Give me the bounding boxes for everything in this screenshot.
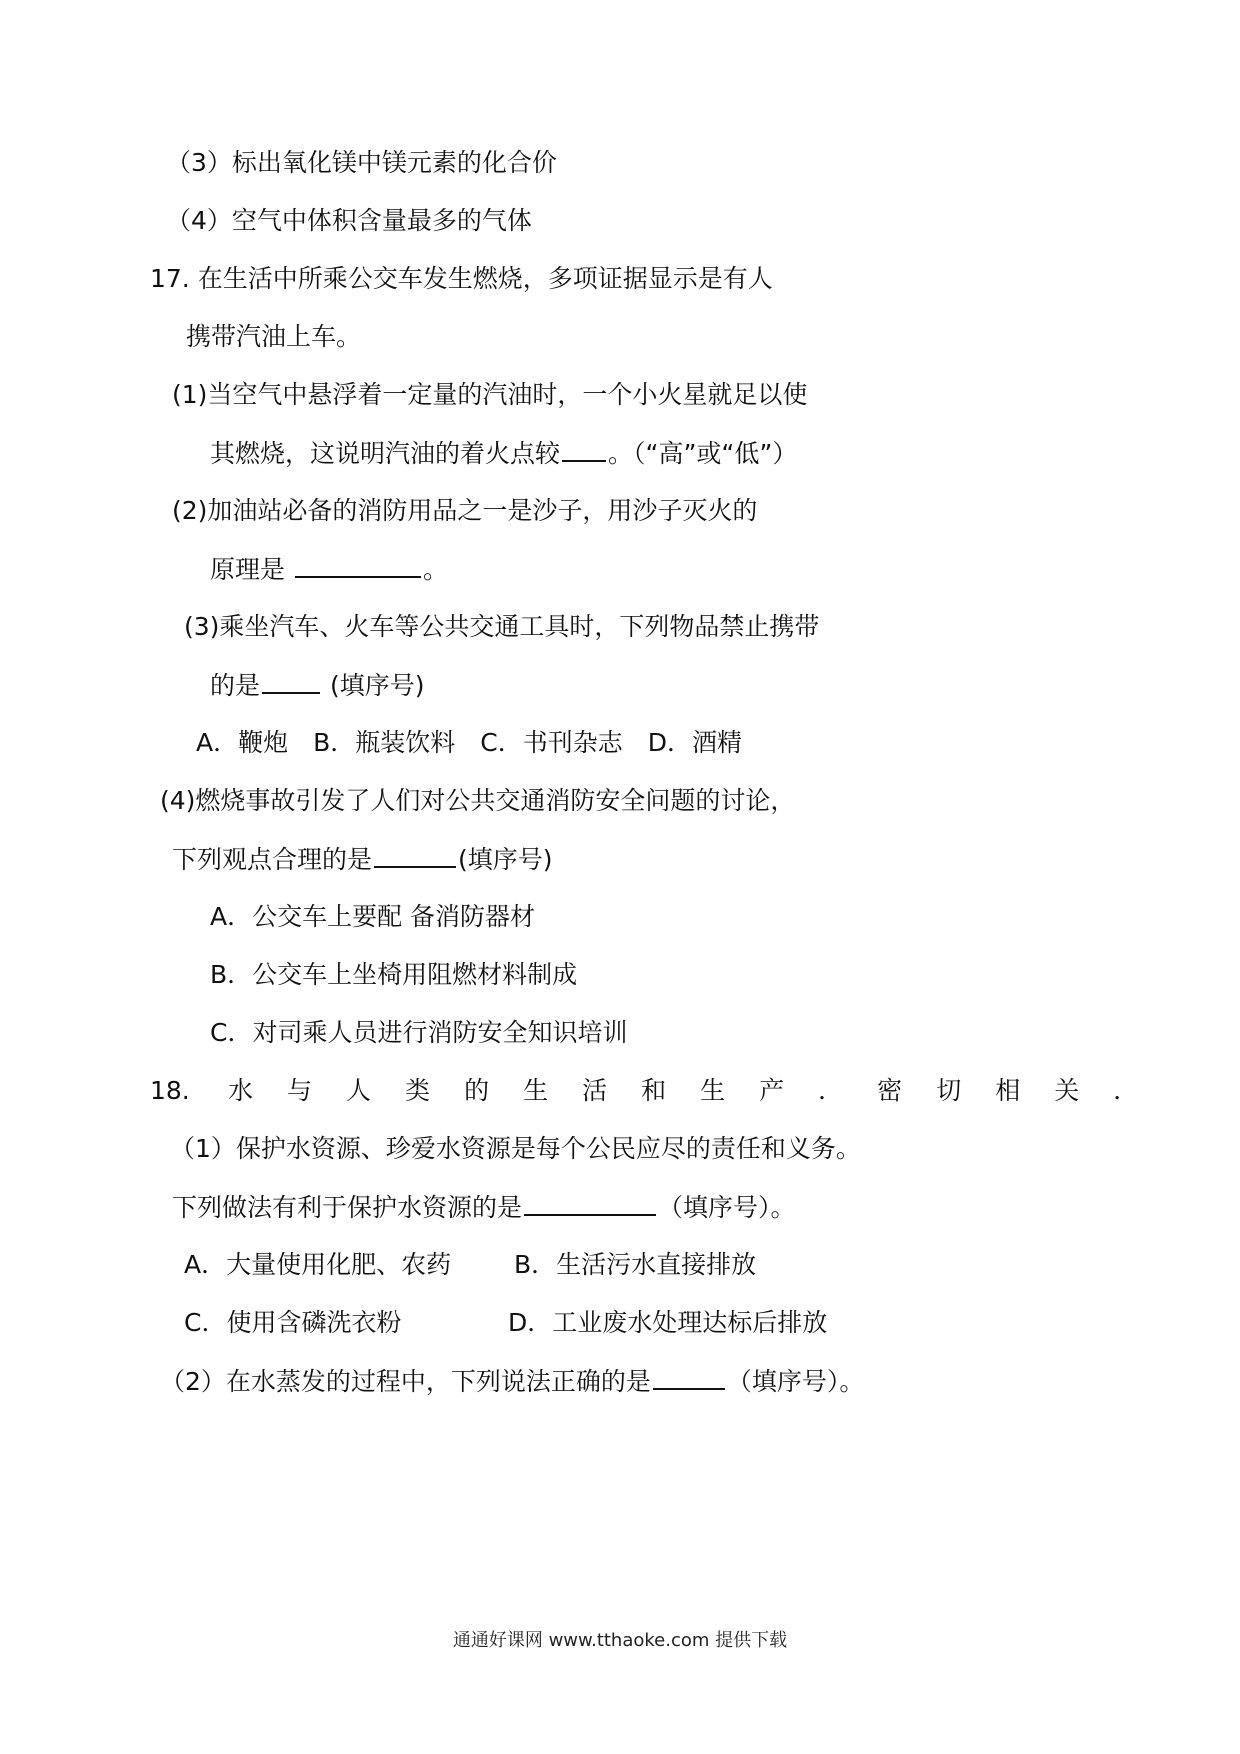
q18-part1-suffix: （填序号）。 bbox=[658, 1193, 796, 1222]
q18-stem-char: 相 bbox=[995, 1076, 1021, 1105]
q18-stem-char: 水 bbox=[228, 1076, 254, 1105]
q17-part3-line2 bbox=[210, 668, 424, 703]
q18-part1-text: 下列做法有利于保护水资源的是 bbox=[172, 1193, 523, 1222]
q17-part1-line1: (1)当空气中悬浮着一定量的汽油时，一个小火星就足以使 bbox=[172, 380, 808, 409]
q17-part4-option-b: B．公交车上坐椅用阻燃材料制成 bbox=[210, 960, 578, 989]
q17-part4-line1: (4)燃烧事故引发了人们对公共交通消防安全问题的讨论， bbox=[160, 786, 796, 815]
q17-part4-line2 bbox=[172, 842, 553, 877]
q17-part4-text: 下列观点合理的是 bbox=[172, 845, 373, 874]
q18-stem-char: 和 bbox=[641, 1076, 667, 1105]
q18-stem-char: 密 bbox=[877, 1076, 903, 1105]
q18-stem-char: 生 bbox=[700, 1076, 726, 1105]
q17-part4-option-c: C．对司乘人员进行消防安全知识培训 bbox=[210, 1018, 628, 1047]
q16-item4: （4）空气中体积含量最多的气体 bbox=[166, 206, 532, 235]
q18-stem-char: 切 bbox=[936, 1076, 962, 1105]
answer-blank[interactable] bbox=[295, 552, 421, 578]
answer-blank[interactable] bbox=[562, 436, 606, 462]
q17-part3-options: A．鞭炮 B．瓶装饮料 C．书刊杂志 D．酒精 bbox=[196, 728, 742, 757]
q17-part2-text: 原理是 bbox=[210, 555, 286, 584]
q18-option-d: D．工业废水处理达标后排放 bbox=[508, 1308, 828, 1337]
answer-blank[interactable] bbox=[374, 842, 456, 868]
q18-part1-line1: （1）保护水资源、珍爱水资源是每个公民应尽的责任和义务。 bbox=[170, 1134, 861, 1163]
q17-part2-suffix: 。 bbox=[422, 555, 448, 584]
q17-stem-line2: 携带汽油上车。 bbox=[186, 322, 362, 351]
q18-stem-char: 关 bbox=[1054, 1076, 1080, 1105]
q18-stem-char: 产 bbox=[759, 1076, 785, 1105]
q18-part2-suffix: （填序号）。 bbox=[726, 1367, 865, 1396]
q18-stem-char: ． bbox=[818, 1076, 844, 1105]
q17-part3-text: 的是 bbox=[210, 671, 261, 700]
q17-part1-suffix: 。（“高”或“低”） bbox=[608, 439, 798, 468]
q18-part2-text: （2）在水蒸发的过程中，下列说法正确的是 bbox=[160, 1367, 651, 1396]
q18-part1-line2 bbox=[172, 1190, 796, 1225]
q18-stem-char: 的 bbox=[464, 1076, 490, 1105]
q17-part3-suffix: (填序号) bbox=[329, 671, 425, 700]
q18-stem-char: 人 bbox=[346, 1076, 372, 1105]
q18-number: 18. bbox=[150, 1076, 190, 1105]
q17-part3-line1: (3)乘坐汽车、火车等公共交通工具时，下列物品禁止携带 bbox=[184, 612, 820, 641]
q16-item3: （3）标出氧化镁中镁元素的化合价 bbox=[166, 148, 557, 177]
answer-blank[interactable] bbox=[524, 1190, 656, 1216]
q17-part2-line1: (2)加油站必备的消防用品之一是沙子，用沙子灭火的 bbox=[172, 496, 758, 525]
q18-stem-char: ． bbox=[1113, 1076, 1139, 1105]
q17-part4-suffix: (填序号) bbox=[458, 845, 553, 874]
q18-option-c: C．使用含磷洗衣粉 bbox=[184, 1308, 402, 1337]
q18-stem bbox=[228, 1074, 1172, 1108]
q18-option-a: A．大量使用化肥、农药 bbox=[184, 1250, 452, 1279]
q18-stem-char: 生 bbox=[523, 1076, 549, 1105]
page-footer: 通通好课网 www.tthaoke.com 提供下载 bbox=[452, 1630, 788, 1651]
q18-stem-char: 与 bbox=[287, 1076, 313, 1105]
q18-stem-char: 活 bbox=[582, 1076, 608, 1105]
answer-blank[interactable] bbox=[653, 1364, 725, 1390]
q17-stem-line1: 17. 在生活中所乘公交车发生燃烧，多项证据显示是有人 bbox=[150, 264, 773, 293]
q18-option-b: B．生活污水直接排放 bbox=[514, 1250, 757, 1279]
q17-part1-text: 其燃烧，这说明汽油的着火点较 bbox=[210, 439, 561, 468]
q18-stem-char: 类 bbox=[405, 1076, 431, 1105]
q17-part1-line2 bbox=[210, 436, 797, 471]
q17-part2-line2 bbox=[210, 552, 448, 587]
answer-blank[interactable] bbox=[262, 668, 320, 694]
q18-part2-line bbox=[160, 1364, 864, 1399]
q17-part4-option-a: A．公交车上要配 备消防器材 bbox=[210, 902, 536, 931]
